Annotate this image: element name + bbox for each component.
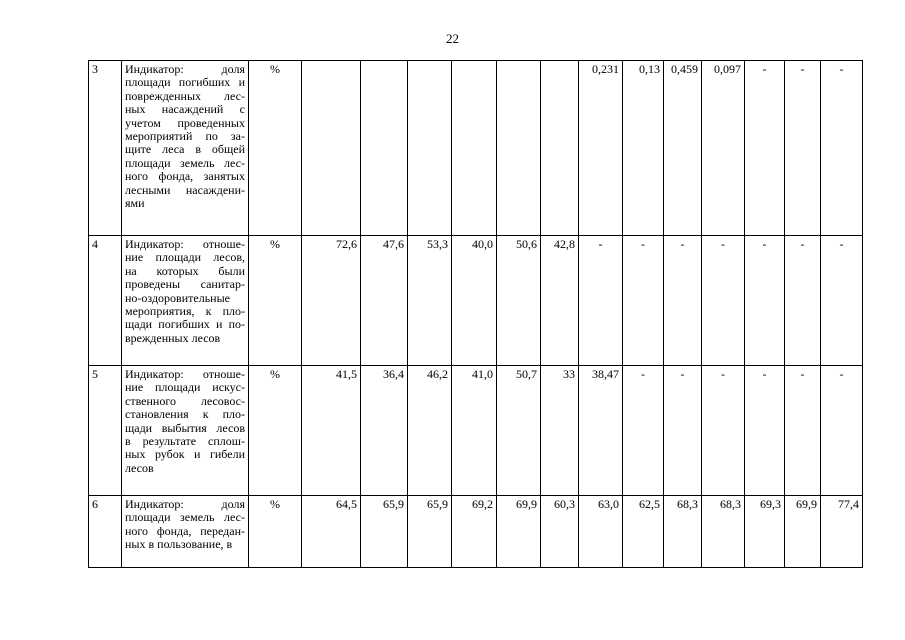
description-line: поврежденных лес- — [125, 88, 245, 103]
value-cell: 64,5 — [302, 496, 361, 568]
description-line: ных в пользование, в — [125, 537, 233, 552]
value-cell: - — [579, 236, 623, 366]
value-cell: 36,4 — [361, 366, 408, 496]
description-line: мероприятия, к пло- — [125, 304, 245, 319]
row-number: 5 — [89, 366, 122, 496]
value-cell: 40,0 — [452, 236, 497, 366]
value-cell: - — [702, 366, 745, 496]
value-cell: 68,3 — [664, 496, 702, 568]
value-cell — [361, 61, 408, 236]
table-row — [89, 236, 863, 366]
description-line: врежденных лесов — [125, 330, 221, 345]
description-line: ных насаждений с — [125, 102, 245, 117]
value-cell: - — [623, 236, 664, 366]
value-cell: 68,3 — [702, 496, 745, 568]
table-row — [89, 366, 863, 496]
value-cell: - — [623, 366, 664, 496]
row-number: 3 — [89, 61, 122, 236]
value-cell: 41,5 — [302, 366, 361, 496]
description-line: учетом проведенных — [125, 115, 245, 130]
indicator-description — [122, 366, 249, 496]
description-line: становления к пло- — [125, 407, 245, 422]
value-cell: 65,9 — [361, 496, 408, 568]
value-cell: 50,6 — [497, 236, 541, 366]
row-number: 4 — [89, 236, 122, 366]
description-line: площади земель лес- — [125, 510, 245, 525]
description-line: щите леса в общей — [125, 142, 245, 157]
indicator-description — [122, 236, 249, 366]
value-cell: 0,231 — [579, 61, 623, 236]
description-line: но-оздоровительные — [125, 290, 230, 305]
value-cell: - — [664, 366, 702, 496]
value-cell: - — [745, 366, 785, 496]
description-line: Индикатор: доля — [125, 62, 245, 76]
value-cell: 41,0 — [452, 366, 497, 496]
value-cell: 65,9 — [408, 496, 452, 568]
description-line: щади выбытия лесов — [125, 420, 245, 435]
value-cell: - — [702, 236, 745, 366]
value-cell: - — [785, 61, 821, 236]
description-line: в результате сплош- — [125, 434, 245, 449]
description-line: ственного лесовос- — [125, 393, 245, 408]
value-cell — [541, 61, 579, 236]
description-line: лесными насаждени- — [125, 182, 245, 197]
unit-cell: % — [249, 236, 302, 366]
value-cell — [497, 61, 541, 236]
description-line: щади погибших и по- — [125, 317, 245, 332]
value-cell: 38,47 — [579, 366, 623, 496]
value-cell: 33 — [541, 366, 579, 496]
value-cell: - — [821, 366, 863, 496]
value-cell: 46,2 — [408, 366, 452, 496]
description-line: Индикатор: отноше- — [125, 237, 245, 251]
description-line: Индикатор: доля — [125, 497, 245, 511]
value-cell: 42,8 — [541, 236, 579, 366]
value-cell: - — [785, 236, 821, 366]
value-cell: 69,3 — [745, 496, 785, 568]
row-number: 6 — [89, 496, 122, 568]
value-cell: 0,459 — [664, 61, 702, 236]
description-line: на которых были — [125, 263, 245, 278]
description-line: ние площади лесов, — [125, 250, 245, 265]
value-cell: - — [785, 366, 821, 496]
value-cell: 47,6 — [361, 236, 408, 366]
value-cell: 0,13 — [623, 61, 664, 236]
value-cell: 50,7 — [497, 366, 541, 496]
indicator-description — [122, 496, 249, 568]
table-row — [89, 61, 863, 236]
value-cell: 53,3 — [408, 236, 452, 366]
description-line: площади земель лес- — [125, 155, 245, 170]
value-cell: 69,2 — [452, 496, 497, 568]
value-cell: 69,9 — [497, 496, 541, 568]
value-cell: - — [745, 236, 785, 366]
description-line: ями — [125, 196, 145, 211]
value-cell: 69,9 — [785, 496, 821, 568]
value-cell: - — [821, 236, 863, 366]
description-line: проведены санитар- — [125, 277, 245, 292]
page-number: 22 — [446, 31, 459, 46]
value-cell: 77,4 — [821, 496, 863, 568]
description-line: площади погибших и — [125, 75, 245, 90]
value-cell: - — [745, 61, 785, 236]
description-line: мероприятий по за- — [125, 129, 245, 144]
indicator-description — [122, 61, 249, 236]
value-cell: 0,097 — [702, 61, 745, 236]
indicators-table — [88, 60, 863, 568]
unit-cell: % — [249, 61, 302, 236]
value-cell: 62,5 — [623, 496, 664, 568]
table-row — [89, 496, 863, 568]
value-cell: 60,3 — [541, 496, 579, 568]
value-cell — [408, 61, 452, 236]
description-line: Индикатор: отноше- — [125, 367, 245, 381]
value-cell — [452, 61, 497, 236]
unit-cell: % — [249, 366, 302, 496]
description-line: ние площади искус- — [125, 380, 245, 395]
value-cell — [302, 61, 361, 236]
description-line: лесов — [125, 460, 154, 475]
description-line: ных рубок и гибели — [125, 447, 245, 462]
value-cell: - — [664, 236, 702, 366]
value-cell: - — [821, 61, 863, 236]
value-cell: 72,6 — [302, 236, 361, 366]
unit-cell: % — [249, 496, 302, 568]
description-line: ного фонда, передан- — [125, 523, 245, 538]
description-line: ного фонда, занятых — [125, 169, 245, 184]
value-cell: 63,0 — [579, 496, 623, 568]
